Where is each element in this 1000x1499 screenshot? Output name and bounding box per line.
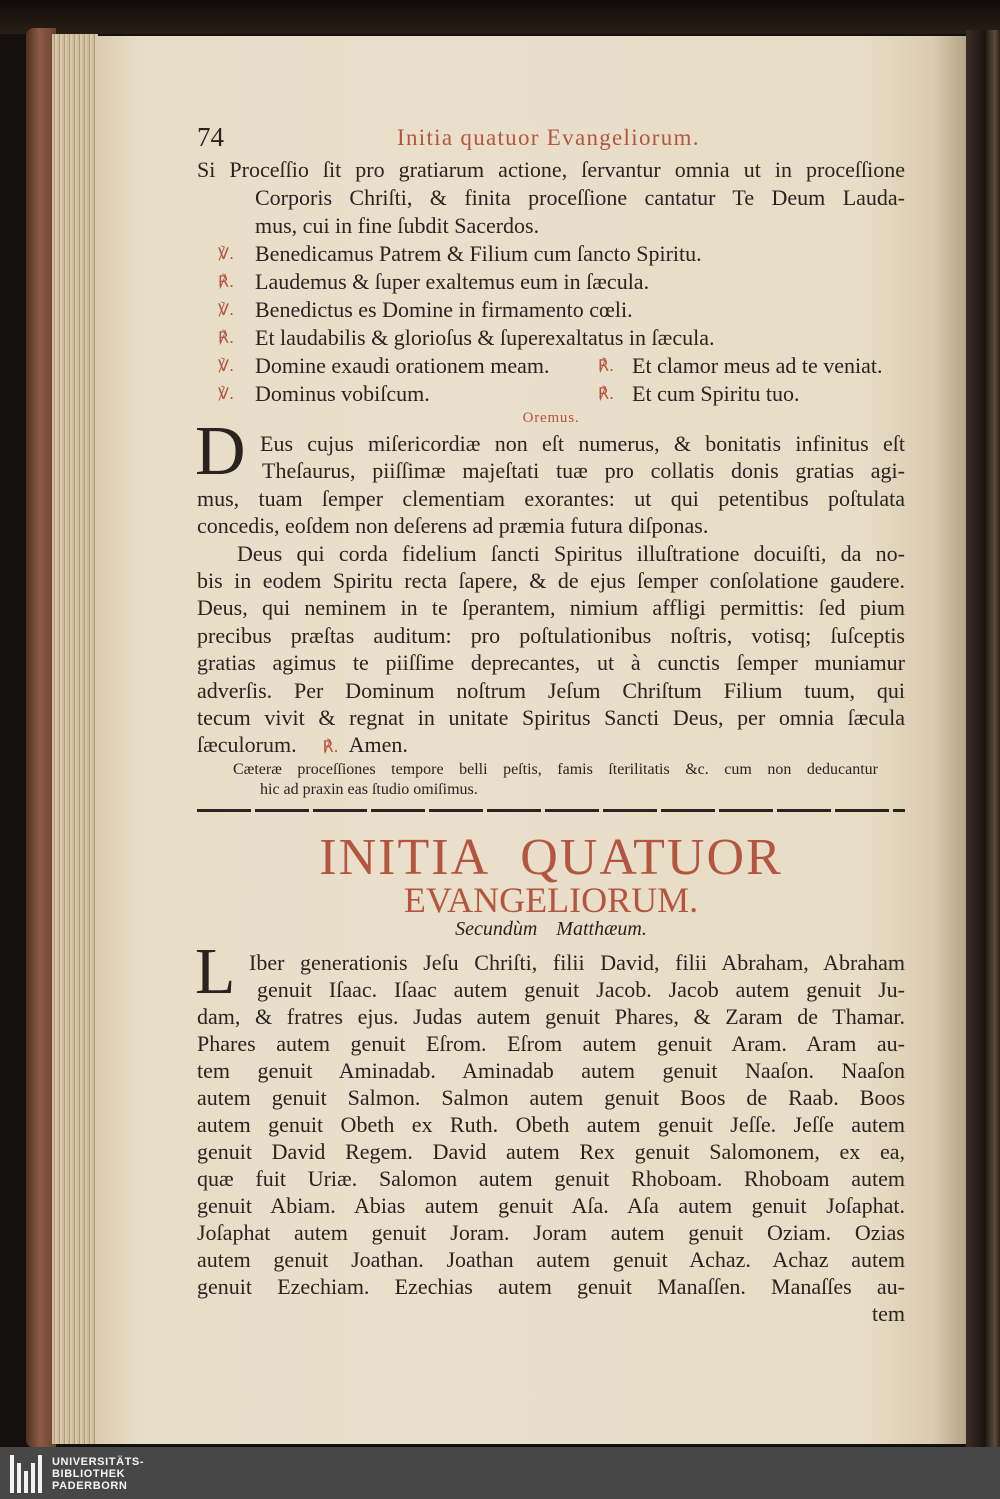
footnote <box>197 760 905 800</box>
page-stack-edges <box>52 34 98 1444</box>
logo-line: UNIVERSITÄTS- <box>52 1456 145 1468</box>
collect-line: bis in eodem Spiritu recta ſapere, & de ejus ſemper conſolatione gaudere. <box>197 567 905 593</box>
gospel-line: quæ fuit Uriæ. Salomon autem genuit Rhoboam. Rhoboam autem <box>197 1166 905 1191</box>
gospel-line: autem genuit Salmon. Salmon autem genuit Boos de Raab. Boos <box>197 1085 905 1110</box>
versicle-response-line <box>197 380 905 408</box>
response-line <box>197 268 905 296</box>
logo-line: BIBLIOTHEK <box>52 1468 126 1480</box>
response-mark: ℟. <box>218 272 235 291</box>
footnote-line: Cæteræ proceſſiones tempore belli peſtis, famis ſterilitatis &c. cum non deducantur <box>233 761 878 778</box>
gospel-line: genuit Abiam. Abias autem genuit Aſa. Aſa autem genuit Joſaphat. <box>197 1193 905 1218</box>
response-text: Et clamor meus ad te veniat. <box>632 353 883 378</box>
book-top-edge <box>0 0 1000 34</box>
oremus-heading: Oremus. <box>522 410 580 426</box>
response-mark: ℟. <box>598 356 615 375</box>
versicle-text: Benedictus es Domine in firmamento cœli. <box>255 297 633 322</box>
versicle-line <box>197 296 905 324</box>
closing-text: ſæculorum. <box>197 732 297 758</box>
versicle-mark: ℣. <box>218 356 235 375</box>
library-logo-text <box>52 1456 144 1492</box>
section-title: INITIA QUATUOR <box>319 829 783 886</box>
versicle-mark: ℣. <box>218 300 235 319</box>
response-mark: ℟. <box>598 384 615 403</box>
amen-text: Amen. <box>348 732 408 758</box>
response-text: Et cum Spiritu tuo. <box>632 381 800 406</box>
gospel-line: Iber generationis Jeſu Chriſti, filii David, filii Abraham, Abraham <box>249 950 905 975</box>
gospel-line: Phares autem genuit Eſrom. Eſrom autem genuit Aram. Aram au- <box>197 1031 905 1056</box>
response-text: Laudemus & ſuper exaltemus eum in ſæcula. <box>255 269 650 294</box>
collect-line: gratias agimus te piiſſime deprecantes, ut à cunctis ſemper muniamur <box>197 650 905 676</box>
collect-line: Deus, qui neminem in te ſperantem, nimium affligi permittis: ſed pium <box>197 595 905 621</box>
drop-cap-initial: L <box>195 935 236 1008</box>
section-title-line-2: EVANGELIORUM. <box>403 880 699 920</box>
gospel-text <box>197 949 905 1327</box>
gospel-line: genuit Ezechiam. Ezechias autem genuit Manaſſen. Manaſſes au- <box>197 1274 905 1299</box>
gospel-line: autem genuit Joathan. Joathan autem genuit Achaz. Achaz autem <box>197 1247 905 1272</box>
collect-line: tecum vivit & regnat in unitate Spiritus Sancti Deus, per omnia ſæcula <box>197 704 905 730</box>
collect-line: mus, tuam ſemper clementiam exorantes: ut qui petentibus poſtulata <box>197 485 905 511</box>
rubric-line: Corporis Chriſti, & finita proceſſione cantatur Te Deum Lauda- <box>255 185 905 210</box>
logo-line: PADERBORN <box>52 1480 128 1492</box>
rubric-line: Si Proceſſio ſit pro gratiarum actione, ſervantur omnia ut in proceſſione <box>197 157 905 182</box>
running-head <box>197 120 905 154</box>
versicle-text: Benedicamus Patrem & Filium cum ſancto Spiritu. <box>255 241 702 266</box>
footnote-line: hic ad praxin eas ſtudio omiſimus. <box>260 781 478 798</box>
versicle-mark: ℣. <box>218 244 235 263</box>
collect-text <box>197 430 905 759</box>
catchword: tem <box>872 1301 905 1326</box>
rubric-and-versicles <box>197 156 905 408</box>
footer-bar <box>0 1447 1000 1499</box>
versicle-mark: ℣. <box>218 384 235 403</box>
versicle-text: Dominus vobiſcum. <box>255 381 430 406</box>
collect-line: adverſis. Per Dominum noſtrum Jeſum Chriſtum Filium tuum, qui <box>197 677 905 703</box>
gospel-line: genuit Iſaac. Iſaac autem genuit Jacob. Jacob autem genuit Ju- <box>257 977 905 1002</box>
response-mark: ℟. <box>218 328 235 347</box>
versicle-line <box>197 240 905 268</box>
page-number: 74 <box>197 122 224 152</box>
gospel-line: Joſaphat autem genuit Joram. Joram autem genuit Oziam. Ozias <box>197 1220 905 1245</box>
collect-line: Deus qui corda fidelium ſancti Spiritus illuſtratione docuiſti, da no- <box>237 540 905 566</box>
rubric-line: mus, cui in fine ſubdit Sacerdos. <box>255 213 540 238</box>
collect-closing-line <box>197 731 905 758</box>
drop-cap-initial: D <box>195 413 246 490</box>
versicle-text: Domine exaudi orationem meam. <box>255 353 550 378</box>
collect-line: Eus cujus miſericordiæ non eſt numerus, & bonitatis infinitus eſt <box>260 431 905 456</box>
gospel-line: autem genuit Obeth ex Ruth. Obeth autem genuit Jeſſe. Jeſſe autem <box>197 1112 905 1137</box>
collect-line: Theſaurus, piiſſimæ majeſtati tuæ pro collatis donis gratias agi- <box>262 458 905 484</box>
book-gutter <box>966 30 1000 1448</box>
collect-line: precibus præſtas auditum: pro poſtulationibus noſtris, votisq; ſuſceptis <box>197 622 905 648</box>
section-divider-rule <box>197 809 905 812</box>
response-mark: ℟. <box>322 737 339 757</box>
response-line <box>197 324 905 352</box>
versicle-response-line <box>197 352 905 380</box>
response-text: Et laudabilis & glorioſus & ſuperexaltatus in ſæcula. <box>255 325 715 350</box>
gospel-line: tem genuit Aminadab. Aminadab autem genuit Naaſon. Naaſon <box>197 1058 905 1083</box>
collect-line: concedis, eoſdem non deſerens ad præmia futura diſponas. <box>197 513 709 539</box>
library-logo-icon <box>10 1455 42 1493</box>
gospel-line: dam, & fratres ejus. Judas autem genuit Phares, & Zaram de Thamar. <box>197 1004 905 1029</box>
gospel-line: genuit David Regem. David autem Rex genuit Salomonem, ex ea, <box>197 1139 905 1164</box>
section-subtitle: Secundùm Matthæum. <box>455 918 647 940</box>
running-title: Initia quatuor Evangeliorum. <box>397 125 700 150</box>
